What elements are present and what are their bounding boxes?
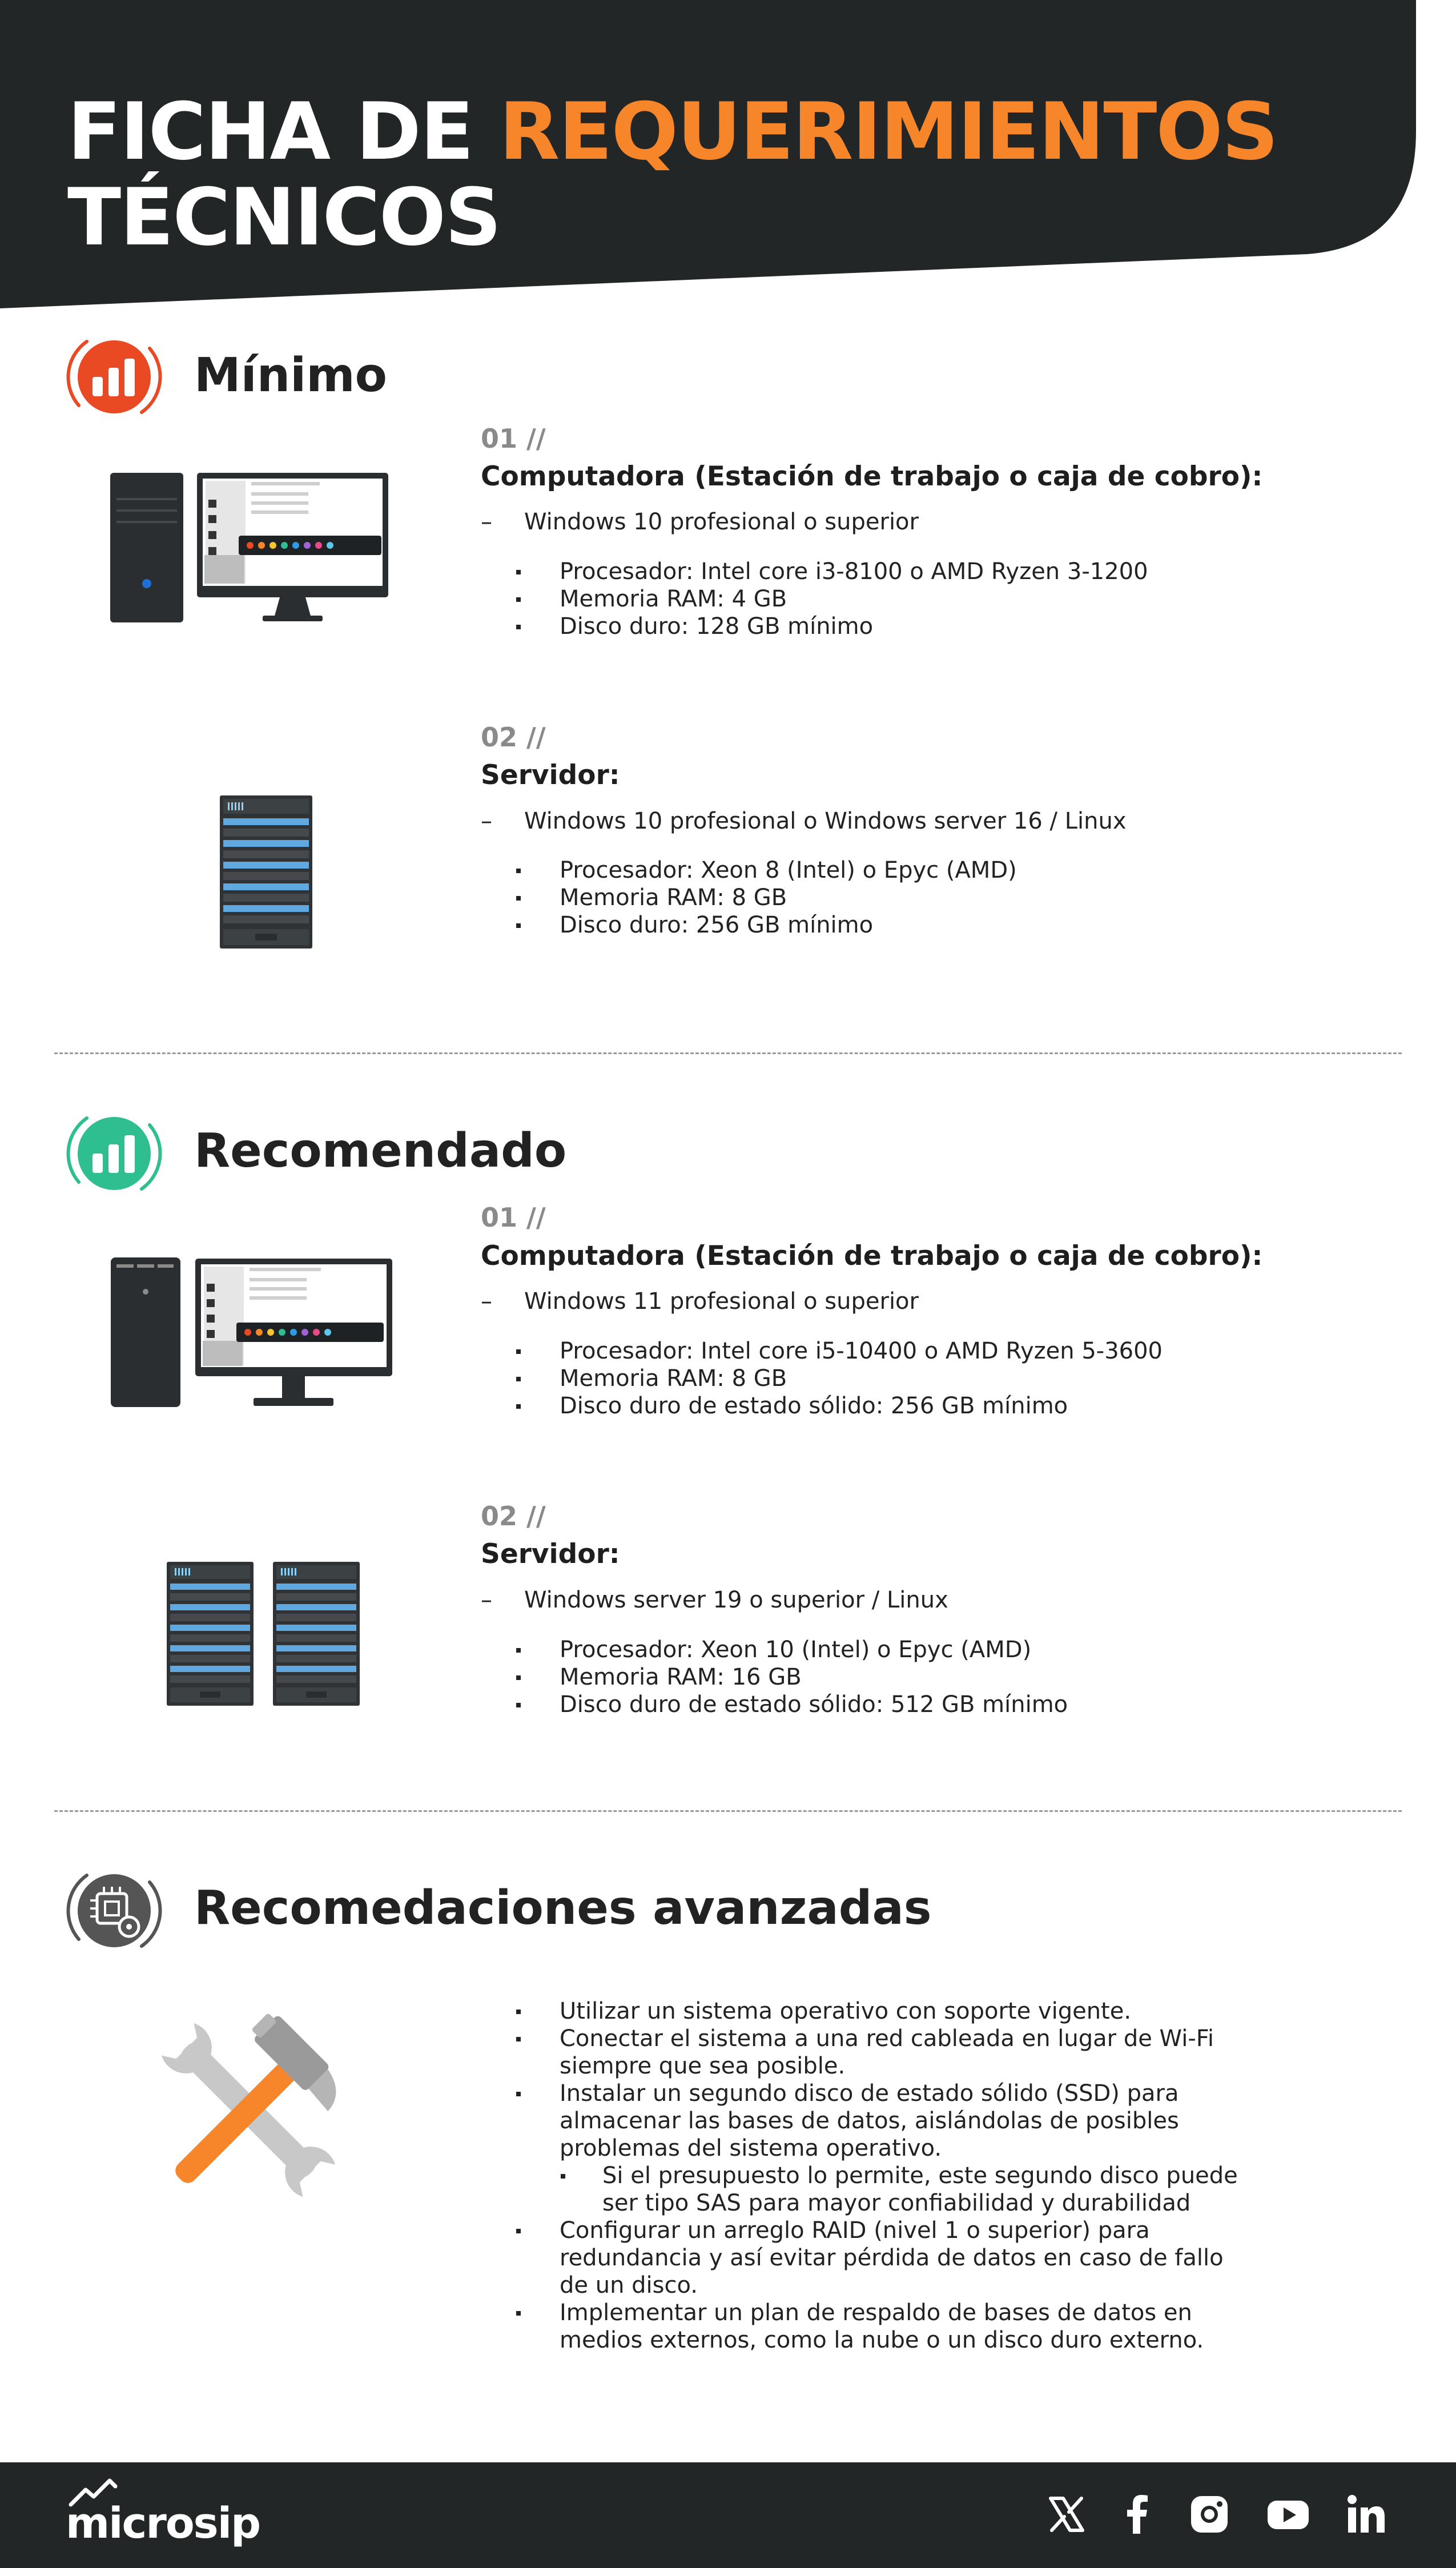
server-title: Servidor: [481,1538,620,1570]
list-item: Procesador: Intel core i5-10400 o AMD Ryzen 5-3600 [514,1337,1163,1365]
page-title-line2: TÉCNICOS [67,171,501,263]
server-rack-illustration [220,795,312,949]
list-item: Memoria RAM: 4 GB [514,585,1148,613]
os-requirement: – Windows server 19 o superior / Linux [481,1587,948,1613]
list-item: Disco duro: 128 GB mínimo [514,613,1148,640]
list-item: Procesador: Xeon 8 (Intel) o Epyc (AMD) [514,857,1017,884]
cpu-gear-icon [64,1860,164,1961]
facebook-icon[interactable] [1116,2493,1160,2536]
desktop-computer-illustration [108,468,388,625]
list-item: Disco duro: 256 GB mínimo [514,911,1017,939]
list-item: Memoria RAM: 8 GB [514,884,1017,911]
spec-list [514,558,1148,640]
list-item: Disco duro de estado sólido: 512 GB mínimo [514,1691,1068,1718]
instagram-icon[interactable] [1188,2493,1231,2536]
computer-title: Computadora (Estación de trabajo o caja de cobro): [481,461,1263,492]
desktop-computer-illustration [110,1256,392,1410]
spec-list [514,1636,1068,1718]
list-item: Memoria RAM: 16 GB [514,1663,1068,1691]
page-title: FICHA DE REQUERIMIENTOS [67,86,1278,178]
list-item: Memoria RAM: 8 GB [514,1365,1163,1392]
section-title-minimo: Mínimo [194,348,387,403]
section-title-avanzadas: Recomedaciones avanzadas [194,1881,932,1935]
advanced-recommendations-list [514,1998,1256,2354]
os-requirement: – Windows 10 profesional o Windows server 16 / Linux [481,808,1127,834]
bar-chart-icon [64,327,164,427]
spec-list [514,857,1017,939]
x-icon[interactable] [1045,2493,1088,2536]
linkedin-icon[interactable] [1345,2493,1388,2536]
section-title-recomendado: Recomendado [194,1124,567,1178]
server-racks-illustration [167,1562,360,1706]
list-item: Conectar el sistema a una red cableada en lugar de Wi-Fi siempre que sea posible. [514,2025,1256,2080]
item-number: 01 // [481,423,546,454]
list-item: Procesador: Intel core i3-8100 o AMD Ryzen 3-1200 [514,558,1148,585]
youtube-icon[interactable] [1266,2493,1310,2536]
list-item: Utilizar un sistema operativo con soporte vigente. [514,1998,1256,2025]
list-item: Disco duro de estado sólido: 256 GB mínimo [514,1392,1163,1420]
list-item: Configurar un arreglo RAID (nivel 1 o superior) para redundancia y así evitar pérdida de datos en caso de fallo de un disco. [514,2217,1256,2299]
server-title: Servidor: [481,759,620,791]
spec-list [514,1337,1163,1420]
os-requirement: – Windows 10 profesional o superior [481,509,919,535]
computer-title: Computadora (Estación de trabajo o caja de cobro): [481,1240,1263,1272]
microsip-logo: microsip [66,2499,260,2548]
sub-list-item: Si el presupuesto lo permite, este segundo disco puede ser tipo SAS para mayor confiabilidad y durabilidad [514,2162,1256,2217]
os-requirement: – Windows 11 profesional o superior [481,1288,919,1315]
item-number: 01 // [481,1202,546,1233]
tools-illustration [140,2010,357,2210]
bar-chart-icon [64,1103,164,1204]
list-item: Procesador: Xeon 10 (Intel) o Epyc (AMD) [514,1636,1068,1663]
section-divider [54,1052,1402,1054]
item-number: 02 // [481,722,546,753]
section-divider [54,1810,1402,1812]
item-number: 02 // [481,1501,546,1532]
list-item: Instalar un segundo disco de estado sólido (SSD) para almacenar las bases de datos, aislándolas de posibles problemas del sistema operativo. [514,2080,1256,2162]
list-item: Implementar un plan de respaldo de bases de datos en medios externos, como la nube o un disco duro externo. [514,2299,1256,2354]
